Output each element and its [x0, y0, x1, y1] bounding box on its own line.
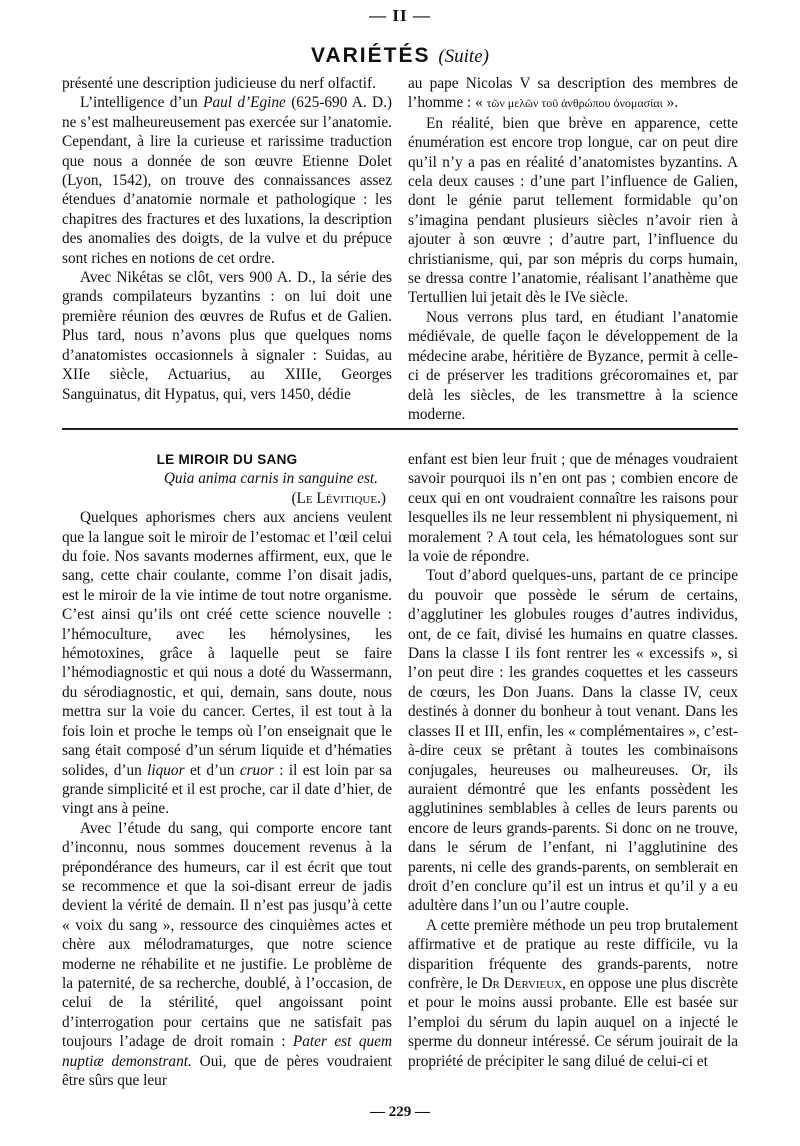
section-divider	[62, 428, 738, 430]
text-run: au pape Nicolas V sa description des membres de l’homme : «	[408, 75, 738, 112]
paragraph	[408, 74, 738, 114]
section-title	[0, 44, 800, 68]
latin-term: cruor	[239, 761, 274, 779]
text-run: , en oppose une plus discrète et pour le moins aussi probante. Elle est basée sur l’emploi du sérum du lapin auquel on a injecté le sperme du donneur intéressé. Ce sérum jouirait de la propriété de précipiter le sang dilué de celui-ci et	[408, 974, 738, 1070]
top-right-column	[408, 74, 738, 424]
running-header-page-label: — II —	[369, 6, 431, 25]
paragraph	[408, 916, 738, 1071]
paragraph	[62, 508, 392, 819]
article-title: LE MIROIR DU SANG	[156, 452, 298, 467]
article-left-column	[62, 450, 392, 1090]
section-title-text: VARIÉTÉS	[311, 44, 431, 67]
paragraph: Tout d’abord quelques-uns, partant de ce principe du pouvoir que possède le sérum de certains, d’agglutiner les globules rouges d’autres individus, ont, de ce fait, divisé les humains en quatre classes. Dans la classe I ils font rentrer les « excessifs », si l’on peut dire : les grandes coquettes et les casseurs de cœurs, les Don Juans. Dans la classe IV, ceux destinés à donner du bonheur à tout venant. Dans les classes II et III, enfin, les « complémentaires », c’est-à-dire ceux se prêtant à toutes les combinaisons conjugales, heureuses ou malheureuses. Or, ils auraient démontré que les enfants possèdent les agglutinines semblables à celles de leurs parents ou encore de leurs grands-parents. Si donc on ne trouve, dans le sérum de l’enfant, ni l’agglutinine des parents, ni celle des grands-parents, on semblerait en droit d’en conclure qu’il est un intrus et qu’il y a eu adultère dans l’un ou l’autre couple.	[408, 567, 738, 915]
epigraph: Quia anima carnis in sanguine est.	[163, 470, 378, 488]
person-name: Dr Dervieux	[481, 974, 563, 992]
latin-adage: Pater est quem nuptiæ demonstrant.	[62, 1033, 392, 1070]
text-run: ».	[662, 94, 679, 112]
paragraph: Nous verrons plus tard, en étudiant l’anatomie médiévale, de quelle façon le développement de la médecine arabe, héritière de Byzance, permit à celle-ci de préserver les traditions grécoromaines et, par delà les siècles, de les transmettre à la science moderne.	[408, 308, 738, 423]
text-run: Oui, que de pères voudraient être sûrs que leur	[62, 1052, 393, 1089]
text-run: : il est loin par sa grande simplicité et il est proche, car il date d’hier, de vingt ans à peine.	[62, 761, 392, 818]
paragraph	[62, 93, 392, 268]
text-run: L’intelligence d’un	[80, 94, 204, 112]
latin-term: liquor	[147, 761, 185, 779]
text-run: (625-690 A. D.) ne s’est malheureusement pas exercée sur l’anatomie. Cependant, à lire la curieuse et rarissime traduction que nous a donnée de son œuvre Etienne Dolet (Lyon, 1542), on trouve des connaissances assez étendues d’anatomie normale et pathologique : les chapitres des fractures et des luxations, la description des anomalies des doigts, de la vulve et du prépuce sont riches en notions de cet ordre.	[62, 94, 393, 267]
paragraph: En réalité, bien que brève en apparence, cette énumération est encore trop longue, car on peut dire qu’il n’y a pas en réalité d’anatomistes byzantins. A cela deux causes : d’une part l’influence de Galien, dont le génie parut tellement formidable qu’on s’imagina pendant plusieurs siècles n’avoir rien à ajouter à son œuvre ; d’autre part, l’influence du christianisme, qui, par son mépris du corps humain, se dressa contre l’anatomie, réalisant l’anathème que Tertullien lui jetait dès le IVe siècle.	[408, 114, 738, 307]
epigraph-source: (Le Lévitique.)	[291, 489, 386, 507]
page-number: — 229 —	[370, 1104, 430, 1120]
section-subtitle: (Suite)	[438, 46, 489, 67]
paragraph: présenté une description judicieuse du nerf olfactif.	[62, 75, 376, 92]
paragraph: enfant est bien leur fruit ; que de ménages voudraient savoir pourquoi ils n’en ont pas ; combien encore de ceux qui en ont voudraient connaître les raisons pour lesquelles ils ne leur ressemblent ni physiquement, ni moralement ? A tout cela, les hématologues sont sur la voie de répondre.	[408, 451, 738, 566]
text-run: A cette première méthode un peu trop brutalement affirmative et de pratique au reste difficile, vu la disparition fréquente des grands-parents, notre confrère, le	[408, 916, 738, 992]
person-name: Paul d’Egine	[203, 94, 286, 112]
greek-quote: τῶν μελῶν τοῦ ἀνθρώπου ὀνομασίαι	[486, 96, 663, 111]
paragraph	[62, 819, 392, 1091]
text-run: Avec l’étude du sang, qui comporte encore tant d’inconnu, nous sommes doucement revenus à la prépondérance des humeurs, car il est écrit que tout se recommence et que la soi-disant erreur de jadis devient la vérité de demain. Il n’est pas jusqu’à cette « voix du sang », ressource des cinquièmes actes et chère aux mélodramaturges, que notre science moderne ne réhabilite et ne justifie. Le problème de la paternité, de sa recherche, doublé, à l’occasion, de celui de la stérilité, quel angoissant point d’interrogation pour certains que ne satisfait pas toujours l’adage de droit romain :	[62, 819, 392, 1051]
top-left-column	[62, 74, 392, 404]
text-run: Quelques aphorismes chers aux anciens veulent que la langue soit le miroir de l’estomac et l’œil celui du foie. Nos savants modernes affirment, eux, que le sang, cette chair coulante, comme l’on disait jadis, est le miroir de la vie intime de tout notre organisme. C’est ainsi qu’ils ont créé cette science nouvelle : l’hémoculture, avec les hémolysines, les hémotoxines, grâce à laquelle peut se faire l’hémodiagnostic et qui nous a doté du Wassermann, du sérodiagnostic, et qui, demain, sans doute, nous mettra sur la voie du cancer. Certes, il est tout à la fois loin et proche le temps où l’on enseignait que le sang était composé d’un sérum liquide et d’hématies solides, d’un	[62, 509, 392, 779]
paragraph: Avec Nikétas se clôt, vers 900 A. D., la série des grands compilateurs byzantins : on lui doit une première réunion des œuvres de Rufus et de Galien. Plus tard, nous n’avons plus que quelques noms d’anatomistes occasionnels à signaler : Suidas, au XIIe siècle, Actuarius, au XIIIe, Georges Sanguinatus, dit Hypatus, qui, vers 1450, dédie	[62, 269, 392, 403]
article-right-column	[408, 450, 738, 1071]
text-run: et d’un	[184, 761, 240, 779]
